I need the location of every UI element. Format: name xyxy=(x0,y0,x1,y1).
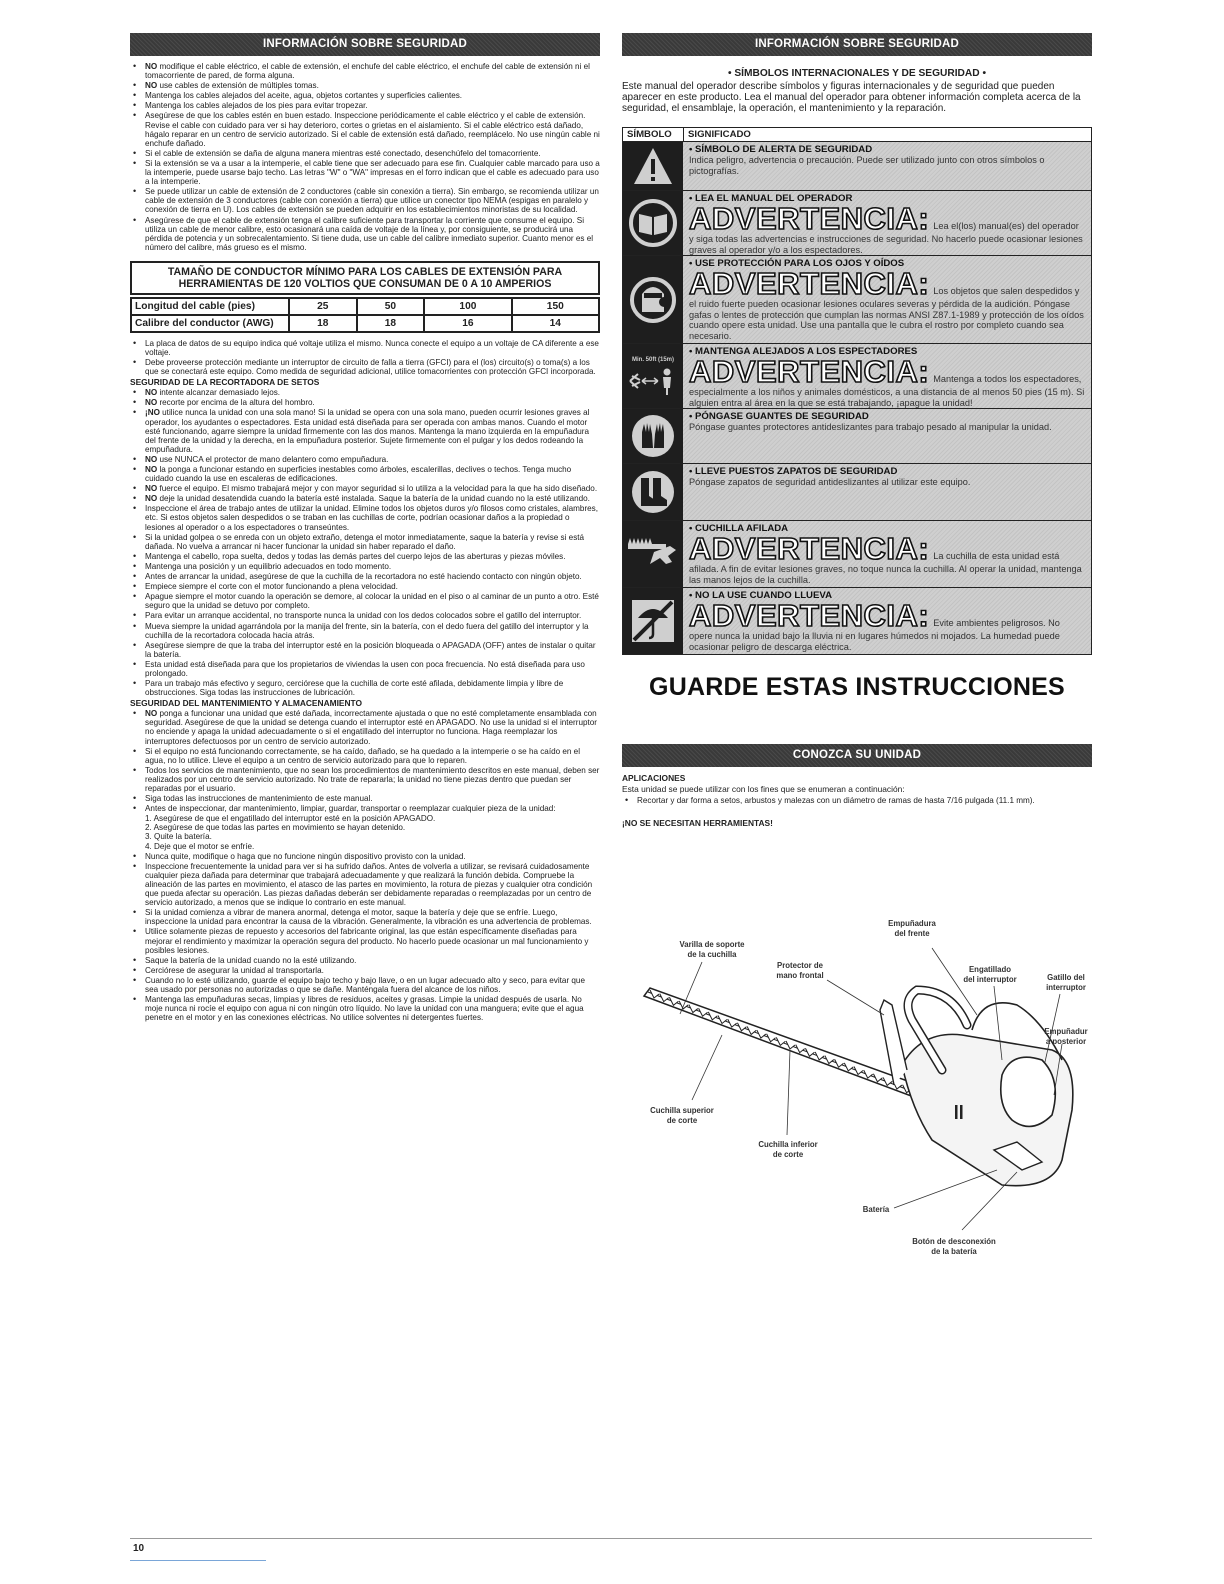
gloves-icon xyxy=(623,409,683,463)
label-upper-blade: de corte xyxy=(666,1116,698,1125)
row-header: Longitud del cable (pies) xyxy=(131,298,289,315)
list-item-text: Mantenga las empuñaduras secas, limpias y libres de residuos, aceites y grasas. Limpie la unidad después de usarla. No moje nunca ni rocíe el equipo con agua ni con ningún otro líquido. No lave la unidad con una manguera; evite que el agua penetre en el motor y en las conexiones eléctricas. No utilice solventes ni detergentes fuertes. xyxy=(145,995,584,1023)
hedge-trimmer-diagram xyxy=(622,910,1092,1260)
label-rear-handle: Empuñadur xyxy=(1044,1027,1088,1036)
list-item-text: ponga a funcionar una unidad que esté dañada, incorrectamente ajustada o que no esté completamente ensamblada con seguridad. Asegúrese de que la unidad se detenga cuando el interruptor esté en APAGADO. No use la unidad si el interruptor no enciende y apaga la unidad adecuadamente o si el engatillado del interruptor no funciona. Haga reemplazar los interruptores defectuosos por un centro de servicio autorizado. xyxy=(145,709,597,746)
list-item xyxy=(130,398,600,407)
symbol-description: Mantenga a todos los espectadores, especialmente a los niños y animales domésticos, a una distancia de al menos 50 pies (15 m). Si alguien entra al área en la que se está trabajando, ¡apague la unidad! xyxy=(689,374,1085,408)
list-item-text: Apague siempre el motor cuando la operación se demore, al colocar la unidad en el piso o al caminar de un punto a otro. Esté seguro que la unidad se detuvo por completo. xyxy=(145,592,599,611)
label-blade-bar: de la cuchilla xyxy=(687,950,737,959)
list-item xyxy=(130,611,600,620)
list-item-text: use cables de extensión de múltiples tomas. xyxy=(157,81,319,91)
label-lower-blade: de corte xyxy=(772,1150,804,1159)
right-column xyxy=(622,33,1092,829)
list-item-text: Utilice solamente piezas de repuesto y accesorios del fabricante original, las que están específicamente diseñadas para mejorar el rendimiento y maximizar la operación segura del producto. No hacerlo puede ocasionar un mal funcionamiento y posibles lesiones. xyxy=(145,927,589,955)
list-item xyxy=(130,552,600,561)
list-item xyxy=(130,408,600,453)
symbol-row xyxy=(623,191,1091,256)
bullet-list xyxy=(622,796,1092,805)
symbol-row xyxy=(623,521,1091,588)
table-title xyxy=(130,261,600,295)
table-row xyxy=(131,298,599,315)
section-header: CONOZCA SU UNIDAD xyxy=(622,744,1092,767)
table-cell: 16 xyxy=(424,315,511,332)
list-item xyxy=(130,465,600,483)
list-item-text: fuerce el equipo. El mismo trabajará mejor y con mayor seguridad si lo utiliza a la velocidad para la que ha sido diseñado. xyxy=(157,484,598,494)
list-item xyxy=(130,572,600,581)
label-front-handle: del frente xyxy=(894,929,930,938)
list-item-text: Asegúrese de que el cable de extensión tenga el calibre suficiente para transportar la corriente que consume el equipo. Si utiliza un cable de menor calibre, esto ocasionará una caída de voltaje de la línea y, por consiguiente, se producirá una pérdida de potencia y un sobrecalentamiento. Si tiene duda, use un cable del calibre inmediato superior. Cuanto menor es el número del calibre, más grueso es el mismo. xyxy=(145,215,594,252)
symbol-description: La cuchilla de esta unidad está afilada. A fin de evitar lesiones graves, no toque nunca la cuchilla. Al operar la unidad, mantenga las manos lejos de la cuchilla. xyxy=(689,551,1082,585)
list-item-text: Debe proveerse protección mediante un interruptor de circuito de falla a tierra (GFCI) para el (los) circuito(s) o toma(s) a los que se conectará este equipo. Como medida de seguridad adicional, utilice tomacorrientes con protección GFCI incorporada. xyxy=(145,358,596,377)
emphasis: NO xyxy=(145,454,158,464)
bullet-list xyxy=(130,709,600,813)
list-item-text: Para un trabajo más efectivo y seguro, cerciórese que la cuchilla de corte esté afilada, debidamente limpia y libre de obstrucciones. Siga todas las instrucciones de lubricación. xyxy=(145,679,564,698)
list-item-text: Para evitar un arranque accidental, no transporte nunca la unidad con los dedos colocados sobre el gatillo del interruptor. xyxy=(145,611,582,621)
label-battery: Batería xyxy=(862,1205,890,1214)
list-item-text: Si la unidad comienza a vibrar de manera anormal, detenga el motor, saque la batería y deje que se enfríe. Luego, inspeccione la unidad para encontrar la causa de la vibración. Generalmente, la vibración es una advertencia de problemas. xyxy=(145,908,592,927)
list-item xyxy=(130,187,600,214)
list-item xyxy=(130,91,600,100)
table-cell: 50 xyxy=(357,298,425,315)
symbols-table xyxy=(622,127,1092,655)
list-item xyxy=(130,81,600,90)
list-item-text: Mantenga el cabello, ropa suelta, dedos y todas las demás partes del cuerpo lejos de las aberturas y piezas móviles. xyxy=(145,551,566,561)
list-item xyxy=(130,504,600,531)
list-item: • Recortar y dar forma a setos, arbustos y malezas con un diámetro de ramas de hasta 7/16 pulgada (11.1 mm). xyxy=(622,796,1092,805)
list-item-text: la ponga a funcionar estando en superficies inestables como árboles, escalerillas, declives o techos. Tenga mucho cuidado cuando la use en escaleras de edificaciones. xyxy=(145,465,572,484)
list-item xyxy=(130,862,600,907)
label-rear-handle: a posterior xyxy=(1045,1037,1087,1046)
list-item xyxy=(130,804,600,813)
list-item xyxy=(130,101,600,110)
list-item xyxy=(130,455,600,464)
footer-rule xyxy=(130,1538,1092,1539)
bystander-distance-icon xyxy=(623,344,683,408)
list-item-text: Inspeccione el área de trabajo antes de utilizar la unidad. Elimine todos los objetos duros y/o filosos como cristales, alambres, etc. Si estos objetos salen despedidos o se traban en las cuchillas de corte, podrían ocasionar daños a la propiedad o lesiones al operador o a los espectadores o transeúntes. xyxy=(145,504,598,532)
no-tools-note: ¡NO SE NECESITAN HERRAMIENTAS! xyxy=(622,818,773,829)
distance-label: Min. 50ft (15m) xyxy=(631,356,674,363)
symbol-row xyxy=(623,344,1091,409)
label-upper-blade: Cuchilla superior xyxy=(650,1106,714,1115)
label-lockout: Engatillado xyxy=(968,965,1012,974)
list-item-text: Esta unidad está diseñada para que los propietarios de viviendas la usen con poca frecuencia. No está diseñada para uso prolongado. xyxy=(145,659,585,678)
label-front-handle: Empuñadura xyxy=(888,919,936,928)
list-item xyxy=(130,622,600,640)
list-item-text: Asegúrese de que los cables estén en buen estado. Inspeccione periódicamente el cable eléctrico y el cable de extensión. Revise el cable con cuidado para ver si hay deterioro, cortes o grietas en el aislamiento. Si el cable eléctrico está dañado, hágalo reparar en un centro de servicio autorizado. Si el cable de extensión está dañado, reemplácelo. No use ningún cable ni enchufe dañado. xyxy=(145,111,600,148)
list-item-text: Si la unidad golpea o se enreda con un objeto extraño, detenga el motor inmediatamente, saque la batería y revise si está dañada. No vuelva a arrancar ni hacer funcionar la unidad sin haber reparado el daño. xyxy=(145,532,585,551)
table-cell: 150 xyxy=(512,298,599,315)
label-blade-bar: Varilla de soporte xyxy=(679,940,745,949)
list-item-text: Antes de arrancar la unidad, asegúrese de que la cuchilla de la recortadora no esté haciendo contacto con ningún objeto. xyxy=(145,572,582,582)
list-item xyxy=(130,660,600,678)
table-cell: 18 xyxy=(357,315,425,332)
emphasis: NO xyxy=(145,398,158,408)
emphasis: NO xyxy=(145,494,158,504)
steps-list xyxy=(130,814,600,850)
symbol-description: Los objetos que salen despedidos y el ruido fuerte pueden ocasionar lesiones oculares severas y pérdida de la audición. Póngase gafas o lentes de protección que cumplan las normas ANSI Z87.1-1989 y protección de los oídos cuando opere esta unidad. Use una pantalla que le cubra el rostro por completo cuando sea necesario. xyxy=(689,286,1084,341)
list-item xyxy=(130,956,600,965)
list-item-text: deje la unidad desatendida cuando la batería esté instalada. Saque la batería de la unidad cuando no la esté utilizando. xyxy=(157,494,590,504)
step-item: 2. Asegúrese de que todas las partes en movimiento se hayan detenido. xyxy=(145,823,406,833)
subsection-title: SEGURIDAD DE LA RECORTADORA DE SETOS xyxy=(130,377,320,388)
list-item-text: Mantenga una posición y un equilibrio adecuados en todo momento. xyxy=(145,561,392,571)
list-item xyxy=(130,533,600,551)
label-hand-guard: Protector de xyxy=(777,961,823,970)
emphasis: NO xyxy=(145,484,158,494)
list-item-text: Cerciórese de asegurar la unidad al transportarla. xyxy=(145,965,324,975)
list-item xyxy=(130,966,600,975)
warning-word: ADVERTENCIA: xyxy=(689,531,930,566)
label-trigger: Gatillo del xyxy=(1047,973,1085,982)
list-item xyxy=(130,562,600,571)
list-item xyxy=(130,216,600,252)
list-item xyxy=(130,747,600,765)
list-item-text: Siga todas las instrucciones de mantenimiento de este manual. xyxy=(145,794,373,804)
row-header: Calibre del conductor (AWG) xyxy=(131,315,289,332)
label-battery-release: Botón de desconexión xyxy=(912,1237,996,1246)
list-item-text: modifique el cable eléctrico, el cable de extensión, el enchufe del cable eléctrico, el enchufe del cable de extensión ni el tomacorriente de pared, de forma alguna. xyxy=(145,62,590,81)
applications-text: Esta unidad se puede utilizar con los fines que se enumeran a continuación: xyxy=(622,784,905,794)
table-title-line: HERRAMIENTAS DE 120 VOLTIOS QUE CONSUMAN DE 0 A 10 AMPERIOS xyxy=(178,277,552,290)
left-column xyxy=(130,33,600,1023)
column-header: SÍMBOLO xyxy=(623,128,684,141)
emphasis: NO xyxy=(145,465,158,474)
list-item xyxy=(130,976,600,994)
list-item-text: intente alcanzar demasiado lejos. xyxy=(157,388,281,398)
list-item xyxy=(130,358,600,376)
list-item-text: Todos los servicios de mantenimiento, que no sean los procedimientos de mantenimiento descritos en este manual, deben ser realizados por un centro de servicio autorizado. No trate de repararla; la unidad no tiene piezas dentro que puedan ser reparadas por el usuario. xyxy=(145,765,600,793)
step-item: 3. Quite la batería. xyxy=(145,832,212,842)
symbols-title: • SÍMBOLOS INTERNACIONALES Y DE SEGURIDAD • xyxy=(727,68,987,79)
boots-icon xyxy=(623,464,683,520)
warning-triangle-icon xyxy=(623,142,683,190)
subsection-title: SEGURIDAD DEL MANTENIMIENTO Y ALMACENAMIENTO xyxy=(130,698,363,709)
table-cell: 14 xyxy=(512,315,599,332)
list-item-text: Se puede utilizar un cable de extensión de 2 conductores (cable sin conexión a tierra). Sin embargo, se recomienda utilizar un cable de extensión de 3 conductores (cable con conexión a tierra) que utilice un conector tipo NEMA (espigas en paralelo y conexión de tierra en U). Los cables de extensión se pueden adquirir en los establecimientos minoristas de su localidad. xyxy=(145,187,599,215)
warning-word: ADVERTENCIA: xyxy=(689,266,930,301)
list-item xyxy=(130,995,600,1022)
list-item xyxy=(130,927,600,954)
symbol-title: • CUCHILLA AFILADA xyxy=(689,523,789,534)
list-item-text: Antes de inspeccionar, dar mantenimiento, limpiar, guardar, transportar o reemplazar cualquier pieza de la unidad: xyxy=(145,804,556,814)
table-cell: 100 xyxy=(424,298,511,315)
trimmer-body xyxy=(880,990,1073,1186)
list-item-text: utilice nunca la unidad con una sola mano! Si la unidad se opera con una sola mano, pueden ocurrir lesiones graves al operador, los ayudantes o espectadores. Esta unidad está diseñada para ser operada con ambas manos. Cuando el motor esté funcionando, agarre siempre la unidad firmemente con las dos manos. Mantenga la mano izquierda en la empuñadura del frente de la unidad y la derecha, en la empuñadura posterior. Sujete firmemente con el pulgar y los dedos rodeando la empuñadura. xyxy=(145,408,590,454)
bullet-list xyxy=(130,339,600,376)
list-item-text: Mantenga los cables alejados de los pies para evitar tropezar. xyxy=(145,101,368,111)
list-item xyxy=(130,159,600,186)
symbols-table-header xyxy=(623,128,1091,142)
section-header: INFORMACIÓN SOBRE SEGURIDAD xyxy=(622,33,1092,56)
step-item: 4. Deje que el motor se enfríe. xyxy=(145,841,255,851)
list-item xyxy=(130,388,600,397)
symbol-description: Póngase zapatos de seguridad antideslizantes al utilizar este equipo. xyxy=(689,477,971,487)
emphasis: ¡NO xyxy=(145,408,160,418)
list-item xyxy=(130,852,600,861)
symbol-title: • LLEVE PUESTOS ZAPATOS DE SEGURIDAD xyxy=(689,466,898,477)
label-hand-guard: mano frontal xyxy=(776,971,824,980)
list-item-text: Nunca quite, modifique o haga que no funcione ningún dispositivo provisto con la unidad. xyxy=(145,851,466,861)
label-lockout: del interruptor xyxy=(963,975,1017,984)
list-item xyxy=(130,484,600,493)
list-item-text: Si el cable de extensión se daña de alguna manera mientras esté conectado, desenchúfelo del tomacorriente. xyxy=(145,148,541,158)
list-item-text: Inspeccione frecuentemente la unidad para ver si ha sufrido daños. Antes de volverla a utilizar, se revisará cuidadosamente cualquier pieza dañada para determinar que trabajará adecuadamente y que realizará la función debida. Compruebe la alineación de las partes en movimiento, el atasco de las partes en movimiento, la rotura de piezas y cualquier otra condición que pueda afectar su operación. Las piezas dañadas deberán ser debidamente reparadas o reemplazadas por un centro de servicio autorizado, a menos que se indique lo contrario en este manual. xyxy=(145,861,593,908)
warning-word: ADVERTENCIA: xyxy=(689,598,930,633)
symbol-description: Lea el(los) manual(es) del operador y siga todas las advertencias e instrucciones de seguridad. No hacerlo puede ocasionar lesiones graves al operador y/o a los espectadores. xyxy=(689,221,1083,255)
label-lower-blade: Cuchilla inferior xyxy=(758,1140,818,1149)
symbol-row xyxy=(623,409,1091,464)
list-item xyxy=(130,908,600,926)
table-title-line: TAMAÑO DE CONDUCTOR MÍNIMO PARA LOS CABLES DE EXTENSIÓN PARA xyxy=(167,265,563,278)
list-item xyxy=(130,149,600,158)
no-rain-icon xyxy=(623,588,683,654)
list-item-text: Mantenga los cables alejados del aceite, agua, objetos cortantes y superficies calientes. xyxy=(145,91,463,101)
symbol-title: • LEA EL MANUAL DEL OPERADOR xyxy=(689,193,853,204)
bullet-list xyxy=(130,388,600,697)
list-item xyxy=(130,582,600,591)
symbol-row xyxy=(623,464,1091,521)
symbol-title: • PÓNGASE GUANTES DE SEGURIDAD xyxy=(689,411,869,422)
list-item-text: Mueva siempre la unidad agarrándola por la manija del frente, sin la batería, con el dedo fuera del gatillo del interruptor y la cuchilla de la recortadora colocada hacia atrás. xyxy=(145,621,589,640)
list-item-text: Empiece siempre el corte con el motor funcionando a plena velocidad. xyxy=(145,582,398,592)
symbol-title: • SÍMBOLO DE ALERTA DE SEGURIDAD xyxy=(689,144,873,155)
column-header: SIGNIFICADO xyxy=(688,129,751,140)
symbol-description: Indica peligro, advertencia o precaución. Puede ser utilizado junto con otros símbolos o pictografías. xyxy=(689,155,1045,176)
list-item-text: Saque la batería de la unidad cuando no la esté utilizando. xyxy=(145,955,357,965)
list-item-text: Asegúrese siempre de que la traba del interruptor esté en la posición bloqueada o APAGADA (OFF) antes de instalar o quitar la batería. xyxy=(145,640,596,659)
symbol-row xyxy=(623,256,1091,344)
list-item xyxy=(130,679,600,697)
label-battery-release: de la batería xyxy=(931,1247,977,1256)
list-item-text: Cuando no lo esté utilizando, guarde el equipo bajo techo y bajo llave, o en un lugar adecuado alto y seco, para evitar que sea usado por personas no autorizadas o que se dañe. Manténgala fuera del alcance de los niños. xyxy=(145,975,585,994)
emphasis: NO xyxy=(145,62,158,71)
list-item xyxy=(130,709,600,745)
section-header: INFORMACIÓN SOBRE SEGURIDAD xyxy=(130,33,600,56)
head-protection-icon xyxy=(623,256,683,343)
symbol-title: • MANTENGA ALEJADOS A LOS ESPECTADORES xyxy=(689,346,918,357)
cord-size-table xyxy=(130,297,600,333)
emphasis: NO xyxy=(145,709,158,719)
bullet-list xyxy=(130,852,600,1023)
page-number: 10 xyxy=(133,1543,145,1554)
footer-link-rule xyxy=(130,1560,266,1561)
symbol-description: Póngase guantes protectores antideslizantes para trabajo pesado al manipular la unidad. xyxy=(689,422,1052,432)
label-trigger: interruptor xyxy=(1046,983,1086,992)
list-item xyxy=(130,641,600,659)
symbol-title: • USE PROTECCIÓN PARA LOS OJOS Y OÍDOS xyxy=(689,258,905,269)
symbol-title: • NO LA USE CUANDO LLUEVA xyxy=(689,590,833,601)
list-item xyxy=(130,339,600,357)
list-item-text: recorte por encima de la altura del hombro. xyxy=(157,398,315,408)
list-item xyxy=(130,111,600,147)
symbol-row xyxy=(623,142,1091,191)
table-cell: 25 xyxy=(289,298,357,315)
list-item-text: La placa de datos de su equipo indica qué voltaje utiliza el mismo. Nunca conecte el equipo a un voltaje de CA diferente a ese voltaje. xyxy=(145,338,599,357)
list-item xyxy=(130,62,600,80)
warning-word: ADVERTENCIA: xyxy=(689,201,930,236)
table-row xyxy=(131,315,599,332)
warning-word: ADVERTENCIA: xyxy=(689,354,930,389)
list-item xyxy=(130,766,600,793)
emphasis: NO xyxy=(145,81,158,91)
book-icon xyxy=(623,191,683,255)
table-cell: 18 xyxy=(289,315,357,332)
list-item xyxy=(130,494,600,503)
symbol-description: Evite ambientes peligrosos. No opere nunca la unidad bajo la lluvia ni en lugares húmedos ni mojados. La humedad puede ocasionar peligro de descarga eléctrica. xyxy=(689,618,1060,652)
list-item-text: Si la extensión se va a usar a la intemperie, el cable tiene que ser adecuado para ese fin. Cualquier cable marcado para uso a la intemperie, puede usarse bajo techo. Las letras "W" o "WA" impresas en el forro indican que el cable es adecuado para uso a la intemperie. xyxy=(145,158,600,187)
symbols-intro: Este manual del operador describe símbolos y figuras internacionales y de seguridad que pueden aparecer en este producto. Lea el manual del operador para obtener información completa acerca de la seguridad, el ensamblaje, la operación, el mantenimiento y la reparación. xyxy=(622,81,1081,114)
list-item xyxy=(130,794,600,803)
save-instructions-heading: GUARDE ESTAS INSTRUCCIONES xyxy=(649,673,1065,701)
step-item: 1. Asegúrese de que el engatillado del interruptor esté en la posición APAGADO. xyxy=(145,814,436,824)
symbol-row xyxy=(623,588,1091,654)
applications-title: APLICACIONES xyxy=(622,773,686,783)
sharp-blade-icon xyxy=(623,521,683,587)
list-item xyxy=(130,592,600,610)
list-item-text: use NUNCA el protector de mano delantero como empuñadura. xyxy=(157,454,389,464)
emphasis: NO xyxy=(145,388,158,398)
bullet-list xyxy=(130,62,600,252)
list-item-text: Si el equipo no está funcionando correctamente, se ha caído, dañado, se ha quedado a la intemperie o se ha caído en el agua, no lo utilice. Lleve el equipo a un centro de servicio autorizado para que lo reparen. xyxy=(145,746,580,765)
